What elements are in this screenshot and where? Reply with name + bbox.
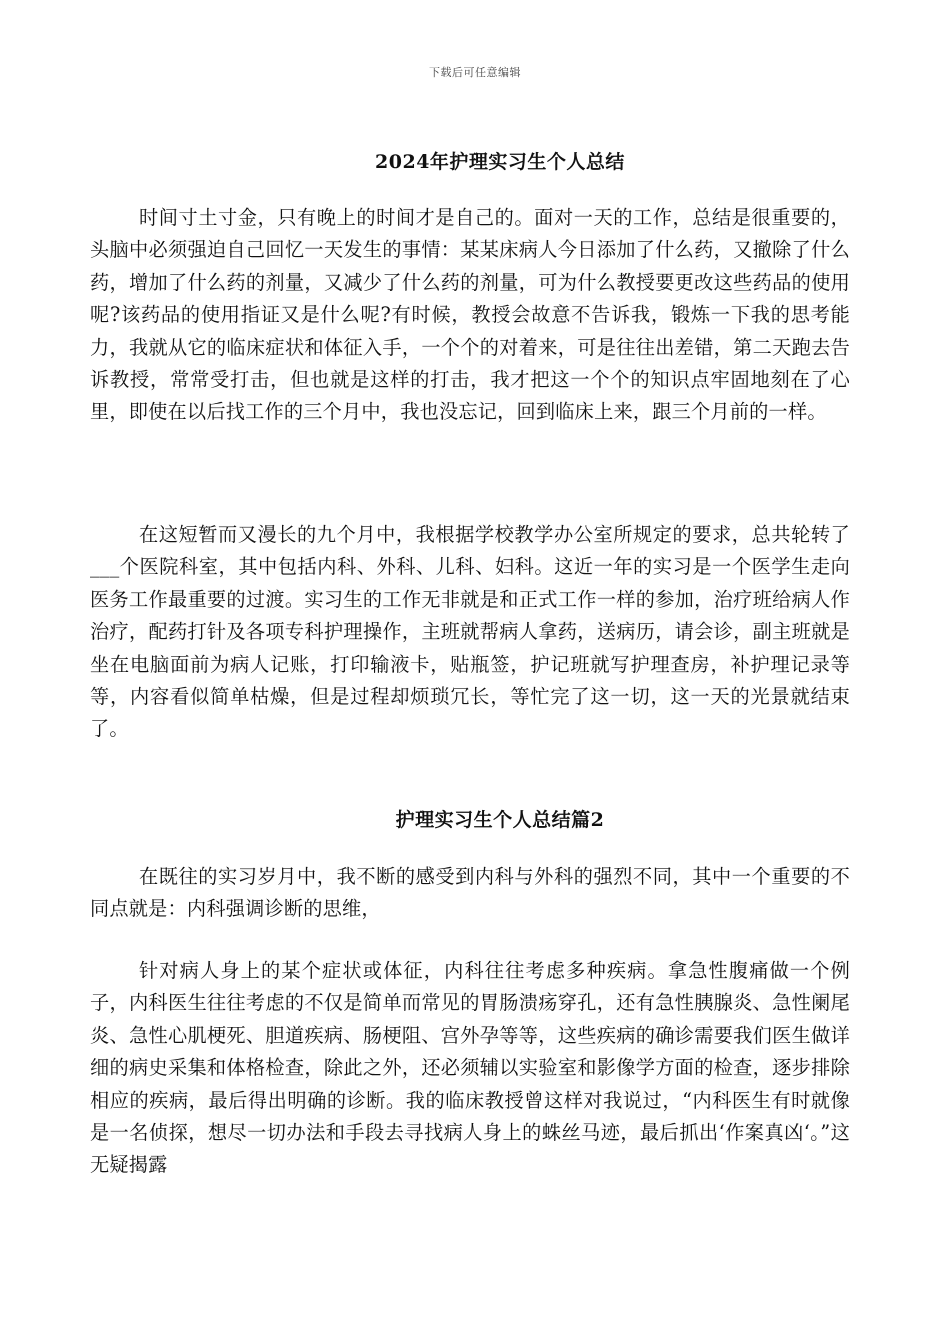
document-title: 2024年护理实习生个人总结: [375, 151, 625, 173]
paragraph-1: 时间寸土寸金，只有晚上的时间才是自己的。面对一天的工作，总结是很重要的，头脑中必须强迫自己回忆一天发生的事情：某某床病人今日添加了什么药，又撤除了什么药，增加了什么药的剂量，又减少了什么药的剂量，可为什么教授要更改这些药品的使用呢?该药品的使用指证又是什么呢?有时候，教授会故意不告诉我，锻炼一下我的思考能力，我就从它的临床症状和体征入手，一个个的对着来，可是往往出差错，第二天跑去告诉教授，常常受打击，但也就是这样的打击，我才把这一个个的知识点牢固地刻在了心里，即使在以后找工作的三个月中，我也没忘记，回到临床上来，跟三个月前的一样。: [90, 206, 850, 424]
paragraph-2: 在这短暂而又漫长的九个月中，我根据学校教学办公室所规定的要求，总共轮转了___个医院科室，其中包括内科、外科、儿科、妇科。这近一年的实习是一个医学生走向医务工作最重要的过渡。实习生的工作无非就是和正式工作一样的参加，治疗班给病人作治疗，配药打针及各项专科护理操作，主班就帮病人拿药，送病历，请会诊，副主班就是坐在电脑面前为病人记账，打印输液卡，贴瓶签，护记班就写护理查房，补护理记录等等，内容看似简单枯燥，但是过程却烦琐冗长，等忙完了这一切，这一天的光景就结束了。: [90, 523, 850, 741]
paragraph-3: 在既往的实习岁月中，我不断的感受到内科与外科的强烈不同，其中一个重要的不同点就是：内科强调诊断的思维，: [90, 865, 850, 921]
section-title: 护理实习生个人总结篇2: [395, 809, 605, 831]
header-note: 下载后可任意编辑: [429, 66, 521, 79]
paragraph-4: 针对病人身上的某个症状或体征，内科往往考虑多种疾病。拿急性腹痛做一个例子，内科医生往往考虑的不仅是简单而常见的胃肠溃疡穿孔，还有急性胰腺炎、急性阑尾炎、急性心肌梗死、胆道疾病、肠梗阻、宫外孕等等，这些疾病的确诊需要我们医生做详细的病史采集和体格检查，除此之外，还必须辅以实验室和影像学方面的检查，逐步排除相应的疾病，最后得出明确的诊断。我的临床教授曾这样对我说过，“内科医生有时就像是一名侦探，想尽一切办法和手段去寻找病人身上的蛛丝马迹，最后抓出‘作案真凶‘。”这无疑揭露: [90, 959, 850, 1177]
